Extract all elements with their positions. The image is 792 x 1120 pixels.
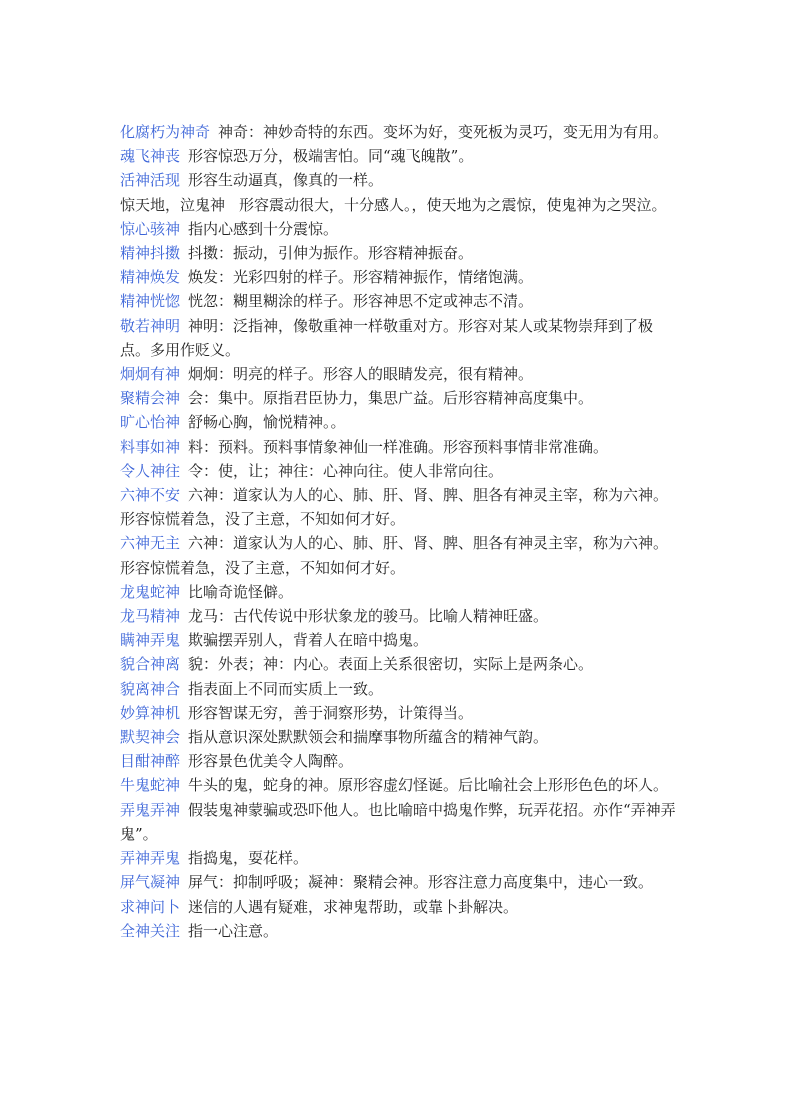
entry bbox=[120, 386, 678, 410]
entry bbox=[120, 701, 678, 725]
definition: 形容惊恐万分，极端害怕。同“魂飞魄散”。 bbox=[188, 147, 474, 166]
idiom-link[interactable]: 妙算神机 bbox=[120, 703, 181, 722]
idiom-link[interactable]: 龙马精神 bbox=[120, 607, 181, 626]
definition: 屏气：抑制呼吸；凝神：聚精会神。形容注意力高度集中，违心一致。 bbox=[188, 873, 654, 892]
definition: 龙马：古代传说中形状象龙的骏马。比喻人精神旺盛。 bbox=[188, 607, 549, 626]
idiom-link[interactable]: 目酣神醉 bbox=[120, 752, 181, 771]
entry bbox=[120, 265, 678, 289]
definition: 指一心注意。 bbox=[188, 921, 279, 940]
idiom-link[interactable]: 瞒神弄鬼 bbox=[120, 631, 181, 650]
definition: 舒畅心胸，愉悦精神。。 bbox=[188, 413, 346, 432]
entry bbox=[120, 773, 678, 797]
entry bbox=[120, 870, 678, 894]
entry bbox=[120, 193, 678, 217]
entry bbox=[120, 289, 678, 313]
idiom-link[interactable]: 精神抖擞 bbox=[120, 244, 181, 263]
idiom-link[interactable]: 活神活现 bbox=[120, 171, 181, 190]
idiom-link[interactable]: 敬若神明 bbox=[120, 316, 181, 335]
entry bbox=[120, 846, 678, 870]
entry bbox=[120, 919, 678, 943]
entry bbox=[120, 628, 678, 652]
idiom-link[interactable]: 料事如神 bbox=[120, 437, 181, 456]
entry bbox=[120, 217, 678, 241]
idiom-link[interactable]: 令人神往 bbox=[120, 461, 181, 480]
definition: 假装鬼神蒙骗或恐吓他人。也比喻暗中捣鬼作弊，玩弄花招。亦作“弄神弄鬼”。 bbox=[120, 800, 676, 843]
idiom-link[interactable]: 牛鬼蛇神 bbox=[120, 776, 181, 795]
document-page bbox=[120, 120, 678, 943]
entry bbox=[120, 120, 678, 144]
definition: 神奇：神妙奇特的东西。变坏为好，变死板为灵巧，变无用为有用。 bbox=[218, 123, 669, 141]
definition: 抖擞：振动，引伸为振作。形容精神振奋。 bbox=[188, 244, 474, 263]
idiom-link[interactable]: 聚精会神 bbox=[120, 389, 181, 408]
entry bbox=[120, 725, 678, 749]
entry bbox=[120, 314, 678, 362]
idiom-link[interactable]: 貌合神离 bbox=[120, 655, 181, 674]
idiom-link[interactable]: 魂飞神丧 bbox=[120, 147, 181, 166]
definition: 恍忽：糊里糊涂的样子。形容神思不定或神志不清。 bbox=[188, 292, 534, 311]
entry bbox=[120, 459, 678, 483]
entry bbox=[120, 144, 678, 168]
definition: 会：集中。原指君臣协力，集思广益。后形容精神高度集中。 bbox=[188, 389, 594, 408]
idiom-link[interactable]: 弄鬼弄神 bbox=[120, 800, 181, 819]
definition: 指内心感到十分震惊。 bbox=[188, 219, 339, 238]
definition: 指表面上不同而实质上一致。 bbox=[188, 679, 384, 698]
definition: 迷信的人遇有疑难，求神鬼帮助，或靠卜卦解决。 bbox=[188, 897, 519, 916]
definition: 指捣鬼，耍花样。 bbox=[188, 849, 309, 868]
idiom-link[interactable]: 精神焕发 bbox=[120, 268, 181, 287]
entry bbox=[120, 435, 678, 459]
idiom-link[interactable]: 六神不安 bbox=[120, 486, 181, 505]
idiom-link[interactable]: 炯炯有神 bbox=[120, 365, 181, 384]
idiom-link[interactable]: 全神关注 bbox=[120, 921, 181, 940]
idiom-text: 惊天地，泣鬼神 bbox=[120, 195, 226, 214]
entry bbox=[120, 677, 678, 701]
idiom-link[interactable]: 求神问卜 bbox=[120, 897, 181, 916]
definition: 形容震动很大，十分感人。，使天地为之震惊，使鬼神为之哭泣。 bbox=[239, 195, 667, 214]
definition: 料：预料。预料事情象神仙一样准确。形容预料事情非常准确。 bbox=[188, 437, 609, 456]
definition: 六神：道家认为人的心、肺、肝、肾、脾、胆各有神灵主宰，称为六神。形容惊慌着急，没了主意，不知如何才好。 bbox=[120, 486, 669, 529]
definition: 六神：道家认为人的心、肺、肝、肾、脾、胆各有神灵主宰，称为六神。形容惊慌着急，没了主意，不知如何才好。 bbox=[120, 534, 669, 577]
definition: 神明：泛指神，像敬重神一样敬重对方。形容对某人或某物崇拜到了极点。多用作贬义。 bbox=[120, 316, 654, 359]
idiom-link[interactable]: 六神无主 bbox=[120, 534, 181, 553]
idiom-link[interactable]: 精神恍惚 bbox=[120, 292, 181, 311]
idiom-link[interactable]: 弄神弄鬼 bbox=[120, 849, 181, 868]
entry bbox=[120, 652, 678, 676]
definition: 令：使，让；神往：心神向往。使人非常向往。 bbox=[188, 461, 504, 480]
idiom-link[interactable]: 化腐朽为神奇 bbox=[120, 123, 211, 141]
idiom-link[interactable]: 惊心骇神 bbox=[120, 219, 181, 238]
definition: 形容智谋无穷，善于洞察形势，计策得当。 bbox=[188, 703, 474, 722]
entry bbox=[120, 410, 678, 434]
definition: 焕发：光彩四射的样子。形容精神振作，情绪饱满。 bbox=[188, 268, 534, 287]
entry bbox=[120, 483, 678, 531]
definition: 形容景色优美令人陶醉。 bbox=[188, 752, 354, 771]
definition: 指从意识深处默默领会和揣摩事物所蕴含的精神气韵。 bbox=[188, 728, 549, 747]
definition: 欺骗摆弄别人，背着人在暗中捣鬼。 bbox=[188, 631, 429, 650]
idiom-link[interactable]: 默契神会 bbox=[120, 728, 181, 747]
idiom-link[interactable]: 龙鬼蛇神 bbox=[120, 582, 181, 601]
entry bbox=[120, 168, 678, 192]
entry bbox=[120, 798, 678, 846]
entry bbox=[120, 580, 678, 604]
idiom-link[interactable]: 屏气凝神 bbox=[120, 873, 181, 892]
entry bbox=[120, 895, 678, 919]
entry bbox=[120, 531, 678, 579]
entry bbox=[120, 241, 678, 265]
entry bbox=[120, 749, 678, 773]
definition: 炯炯：明亮的样子。形容人的眼睛发亮，很有精神。 bbox=[188, 365, 534, 384]
entry bbox=[120, 604, 678, 628]
definition: 比喻奇诡怪僻。 bbox=[188, 582, 294, 601]
idiom-link[interactable]: 貌离神合 bbox=[120, 679, 181, 698]
definition: 牛头的鬼，蛇身的神。原形容虚幻怪诞。后比喻社会上形形色色的坏人。 bbox=[188, 776, 669, 795]
definition: 形容生动逼真，像真的一样。 bbox=[188, 171, 384, 190]
definition: 貌：外表；神：内心。表面上关系很密切，实际上是两条心。 bbox=[188, 655, 594, 674]
entry bbox=[120, 362, 678, 386]
idiom-link[interactable]: 旷心怡神 bbox=[120, 413, 181, 432]
